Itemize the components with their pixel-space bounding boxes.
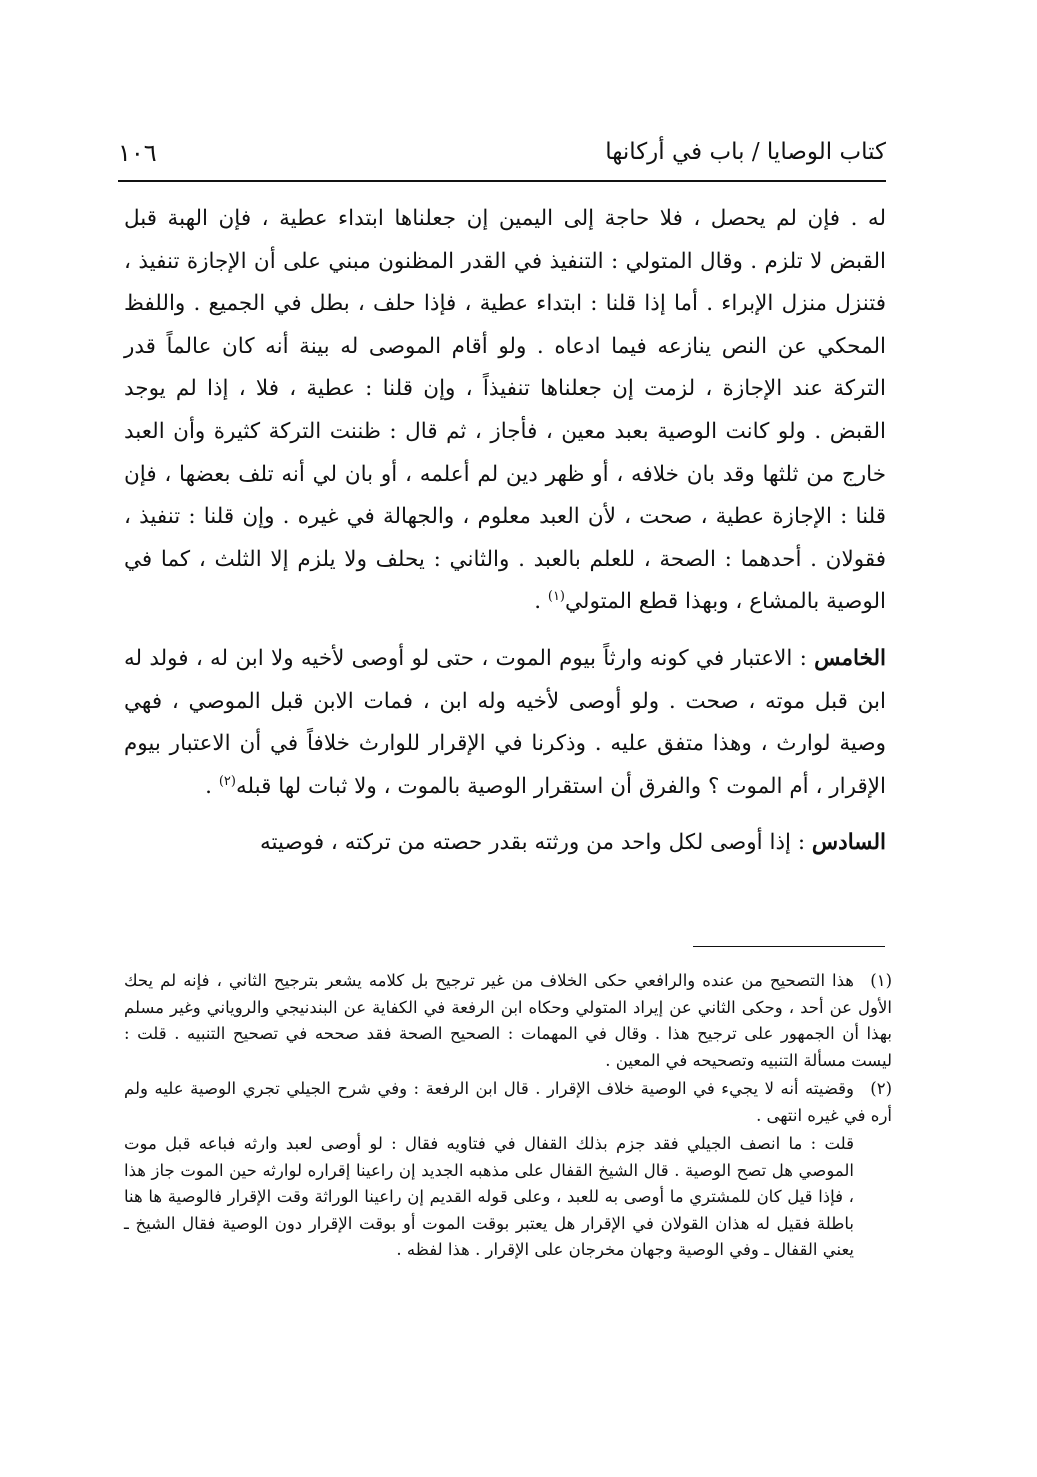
footnote-text: وقضيته أنه لا يجيء في الوصية خلاف الإقرار . قال ابن الرفعة : وفي شرح الجيلي تجري الوصية عليه ولم أره في غيره انتهى .: [124, 1079, 892, 1125]
paragraph: [124, 822, 886, 865]
footnote: [124, 1076, 892, 1129]
running-title: كتاب الوصايا / باب في أركانها: [605, 139, 886, 165]
footnote-text: قلت : ما انصف الجيلي فقد جزم بذلك القفال في فتاويه فقال : لو أوصى لعبد وارثه فباعه قبل موت الموصي هل تصح الوصية . قال الشيخ القفال على مذهبه الجديد إن راعينا إقراره لوارثه حين الموت جاز هذا ، فإذا قيل كان للمشتري ما أوصى به للعبد ، وعلى قوله القديم إن راعينا الوراثة وقت الإقرار فالوصية ها هنا باطلة فقيل له هذان القولان في الإقرار هل يعتبر بوقت الموت أو بوقت الإقرار دون الوصية فقال الشيخ ـ يعني القفال ـ وفي الوصية وجهان مخرجان على الإقرار . هذا لفظه .: [124, 1134, 854, 1259]
footnote-text: هذا التصحيح من عنده والرافعي حكى الخلاف من غير ترجيح بل كلامه يشعر بترجيح الثاني ، فإنه لم يحك الأول عن أحد ، وحكى الثاني عن إيراد المتولي وحكاه ابن الرفعة في الكفاية عن البندنيجي والروياني وغير مسلم بهذا أن الجمهور على ترجيح هذا . وقال في المهمات : الصحيح الصحة فقد صححه في تصحيح التنبيه . قلت : ليست مسألة التنبيه وتصحيحه في المعين .: [124, 971, 892, 1070]
page-number: ١٠٦: [118, 139, 157, 167]
paragraph: [124, 638, 886, 808]
footnote-rule: [693, 946, 885, 947]
paragraph: [124, 198, 886, 624]
paragraph-text: : الاعتبار في كونه وارثاً بيوم الموت ، حتى لو أوصى لأخيه ولا ابن له ، فولد له ابن قبل موته ، صحت . ولو أوصى لأخيه وله ابن ، فمات الابن قبل الموصي ، فهي وصية لوارث ، وهذا متفق عليه . وذكرنا في الإقرار للوارث خلافاً في أن الاعتبار بيوم الإقرار ، أم الموت ؟ والفرق أن استقرار الوصية بالموت ، ولا ثبات لها قبله: [124, 645, 886, 799]
paragraph-end: .: [205, 773, 219, 799]
main-text: [124, 198, 886, 865]
footnote-ref[interactable]: (١): [547, 589, 565, 605]
section-lead: الخامس: [814, 645, 886, 671]
footnote-number: (٢): [870, 1079, 892, 1098]
paragraph-text: له . فإن لم يحصل ، فلا حاجة إلى اليمين إن جعلناها ابتداء عطية ، فإن الهبة قبل القبض لا تلزم . وقال المتولي : التنفيذ في القدر المظنون مبني على أن الإجازة تنفيذ ، فتنزل منزل الإبراء . أما إذا قلنا : ابتداء عطية ، فإذا حلف ، بطل في الجميع . واللفظ المحكي عن النص ينازعه فيما ادعاه . ولو أقام الموصى له بينة أنه كان عالماً قدر التركة عند الإجازة ، لزمت إن جعلناها تنفيذاً ، وإن قلنا : عطية ، فلا ، إذا لم يوجد القبض . ولو كانت الوصية بعبد معين ، فأجاز ، ثم قال : ظننت التركة كثيرة وأن العبد خارج من ثلثها وقد بان خلافه ، أو ظهر دين لم أعلمه ، أو بان لي أنه تلف بعضها ، فإن قلنا : الإجازة عطية ، صحت ، لأن العبد معلوم ، والجهالة في غيره . وإن قلنا : تنفيذ ، فقولان . أحدهما : الصحة ، للعلم بالعبد . والثاني : يحلف ولا يلزم إلا الثلث ، كما في الوصية بالمشاع ، وبهذا قطع المتولي: [124, 206, 886, 615]
page-header: [118, 135, 886, 175]
footnotes: [124, 968, 892, 1264]
paragraph-end: .: [534, 589, 548, 615]
header-rule: [118, 180, 886, 182]
section-lead: السادس: [811, 830, 886, 856]
footnote-continuation: [124, 1131, 892, 1264]
footnote: [124, 968, 892, 1074]
paragraph-text: : إذا أوصى لكل واحد من ورثته بقدر حصته من تركته ، فوصيته: [259, 830, 812, 856]
footnote-number: (١): [870, 971, 892, 990]
footnote-ref[interactable]: (٢): [218, 773, 236, 789]
